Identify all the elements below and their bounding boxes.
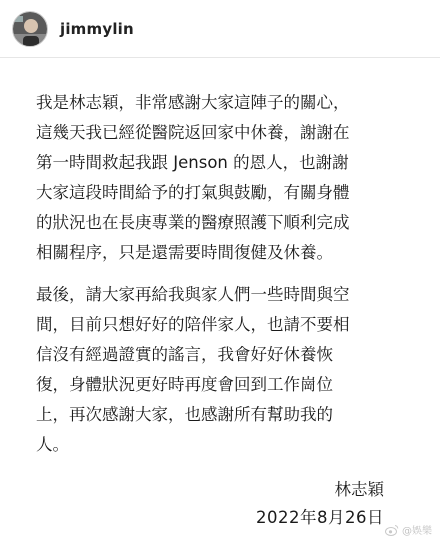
- username[interactable]: jimmylin: [60, 19, 134, 38]
- paragraph-line: 的狀況也在長庚專業的醫療照護下順利完成: [36, 213, 350, 232]
- paragraph-line: 最後，請大家再給我與家人們一些時間與空: [36, 285, 350, 304]
- watermark-text: @娛樂: [402, 526, 432, 537]
- post-header: [0, 0, 440, 58]
- watermark: [385, 522, 432, 537]
- paragraph-line: 我是林志穎，非常感謝大家這陣子的關心，: [36, 93, 350, 112]
- paragraph-line: 人。: [36, 435, 69, 454]
- paragraph-line: 復，身體狀況更好時再度會回到工作崗位: [36, 375, 333, 394]
- post-date: 2022年8月26日: [256, 508, 384, 527]
- paragraph-line: 第一時間救起我跟 Jenson 的恩人，也謝謝: [36, 153, 349, 172]
- paragraph-2: [36, 280, 416, 460]
- paragraph-1: [36, 88, 416, 268]
- paragraph-line: 這幾天我已經從醫院返回家中休養，謝謝在: [36, 123, 350, 142]
- paragraph-line: 間，目前只想好好的陪伴家人，也請不要相: [36, 315, 350, 334]
- profile-avatar-icon[interactable]: [12, 11, 48, 47]
- post-body: [0, 58, 440, 543]
- signature: 林志穎: [334, 480, 384, 499]
- paragraph-line: 信沒有經過證實的謠言，我會好好休養恢: [36, 345, 333, 364]
- paragraph-line: 大家這段時間給予的打氣與鼓勵，有關身體: [36, 183, 350, 202]
- paragraph-line: 上，再次感謝大家，也感謝所有幫助我的: [36, 405, 333, 424]
- weibo-logo-icon: [385, 524, 399, 536]
- paragraph-line: 相關程序，只是還需要時間復健及休養。: [36, 243, 333, 262]
